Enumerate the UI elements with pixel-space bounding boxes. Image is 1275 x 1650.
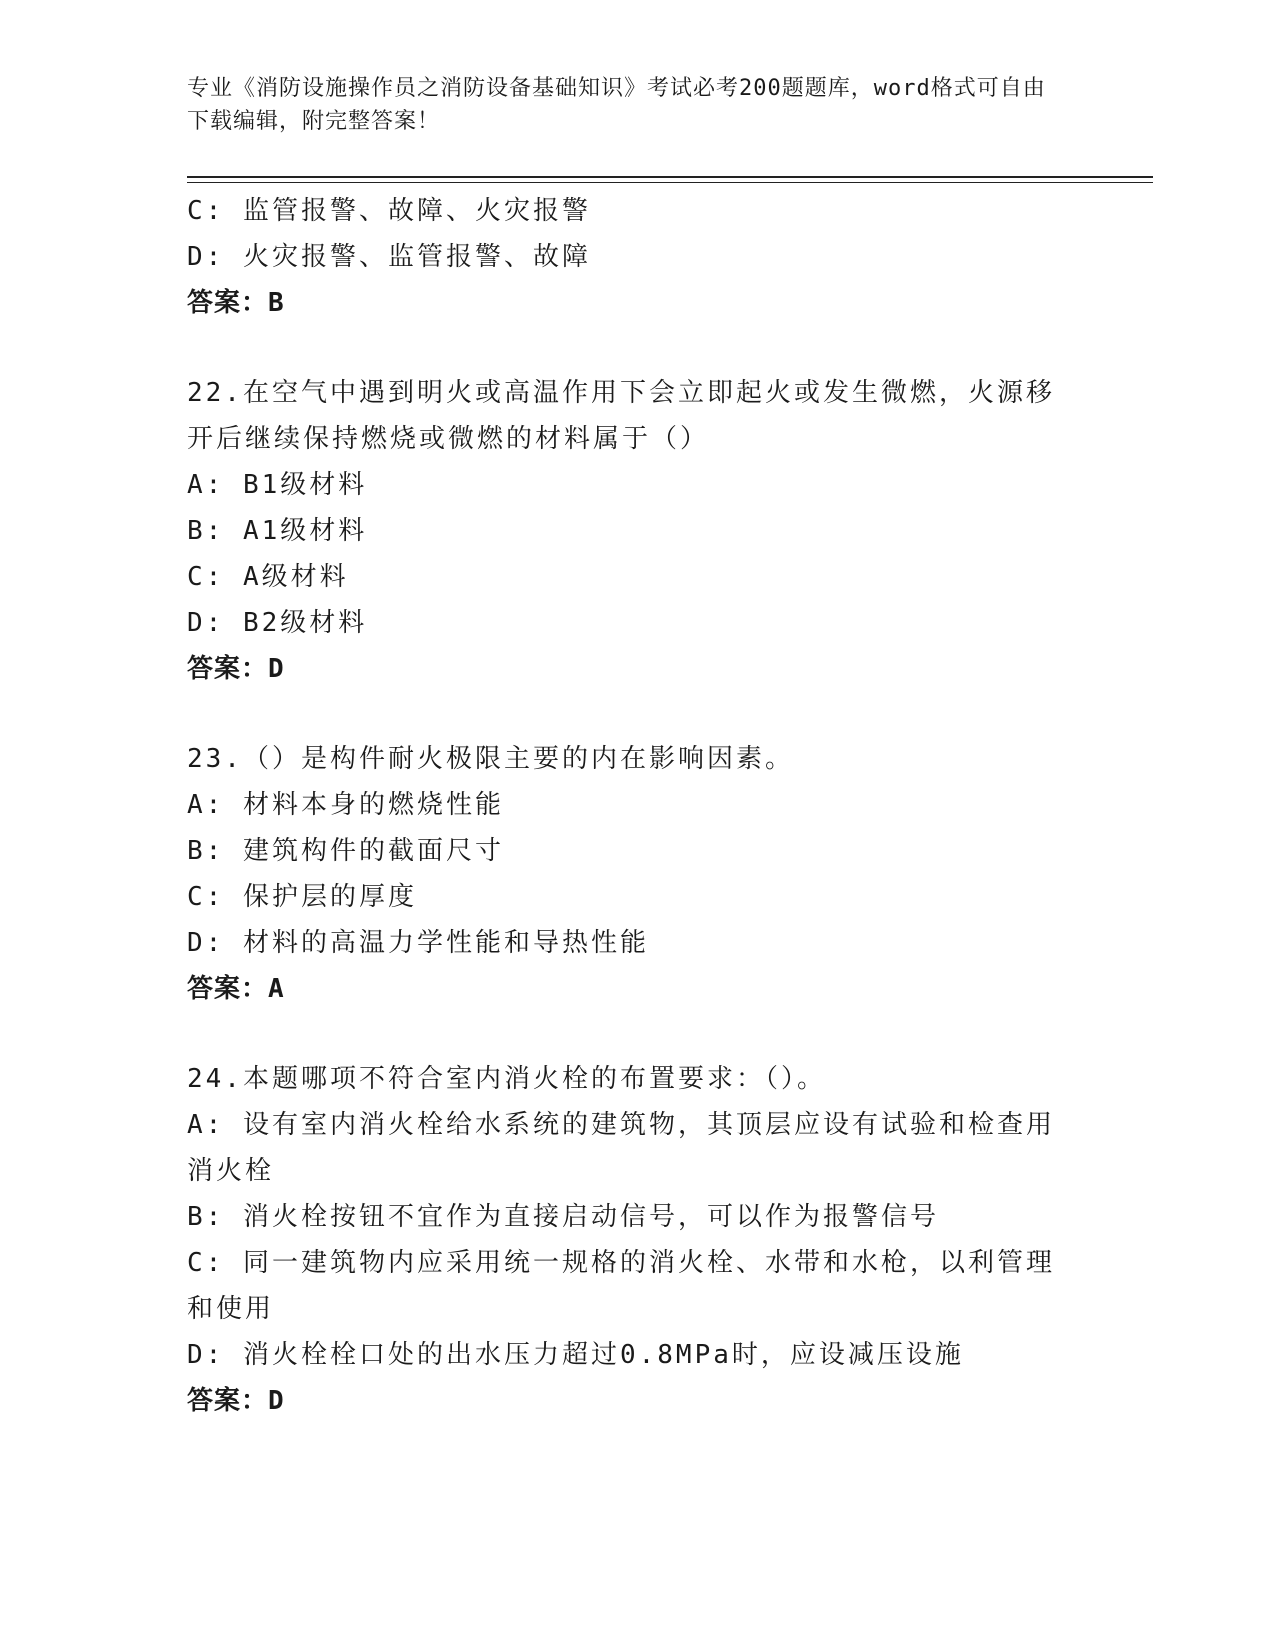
option-b: B: A1级材料 bbox=[187, 516, 368, 546]
answer-line: 答案：D bbox=[187, 654, 285, 684]
option-a: A: 设有室内消火栓给水系统的建筑物，其顶层应设有试验和检查用消火栓 bbox=[187, 1110, 1055, 1186]
option-a: A: B1级材料 bbox=[187, 470, 368, 500]
document-body bbox=[187, 188, 1067, 1424]
option-b: B: 消火栓按钮不宜作为直接启动信号，可以作为报警信号 bbox=[187, 1202, 939, 1232]
answer-line: 答案：B bbox=[187, 288, 285, 318]
option-c: C: 保护层的厚度 bbox=[187, 882, 417, 912]
answer-line: 答案：D bbox=[187, 1386, 285, 1416]
option-d: D: 消火栓栓口处的出水压力超过0.8MPa时，应设减压设施 bbox=[187, 1340, 964, 1370]
option-d: D: B2级材料 bbox=[187, 608, 368, 638]
option-c: C: 监管报警、故障、火灾报警 bbox=[187, 196, 591, 226]
option-d: D: 材料的高温力学性能和导热性能 bbox=[187, 928, 649, 958]
question-stem: 22.在空气中遇到明火或高温作用下会立即起火或发生微燃，火源移开后继续保持燃烧或微燃的材料属于（） bbox=[187, 378, 1055, 454]
option-c: C: 同一建筑物内应采用统一规格的消火栓、水带和水枪，以利管理和使用 bbox=[187, 1248, 1055, 1324]
question-stem: 24.本题哪项不符合室内消火栓的布置要求：（）。 bbox=[187, 1064, 826, 1094]
option-c: C: A级材料 bbox=[187, 562, 349, 592]
question-21-tail bbox=[187, 188, 1067, 326]
question-22 bbox=[187, 370, 1067, 692]
answer-line: 答案：A bbox=[187, 974, 285, 1004]
question-stem: 23.（）是构件耐火极限主要的内在影响因素。 bbox=[187, 744, 794, 774]
header-rule-thin bbox=[187, 182, 1153, 183]
option-a: A: 材料本身的燃烧性能 bbox=[187, 790, 504, 820]
option-b: B: 建筑构件的截面尺寸 bbox=[187, 836, 504, 866]
option-d: D: 火灾报警、监管报警、故障 bbox=[187, 242, 591, 272]
question-24 bbox=[187, 1056, 1067, 1424]
header-rule-thick bbox=[187, 176, 1153, 178]
document-header: 专业《消防设施操作员之消防设备基础知识》考试必考200题题库，word格式可自由下载编辑，附完整答案！ bbox=[187, 76, 1046, 134]
question-23 bbox=[187, 736, 1067, 1012]
